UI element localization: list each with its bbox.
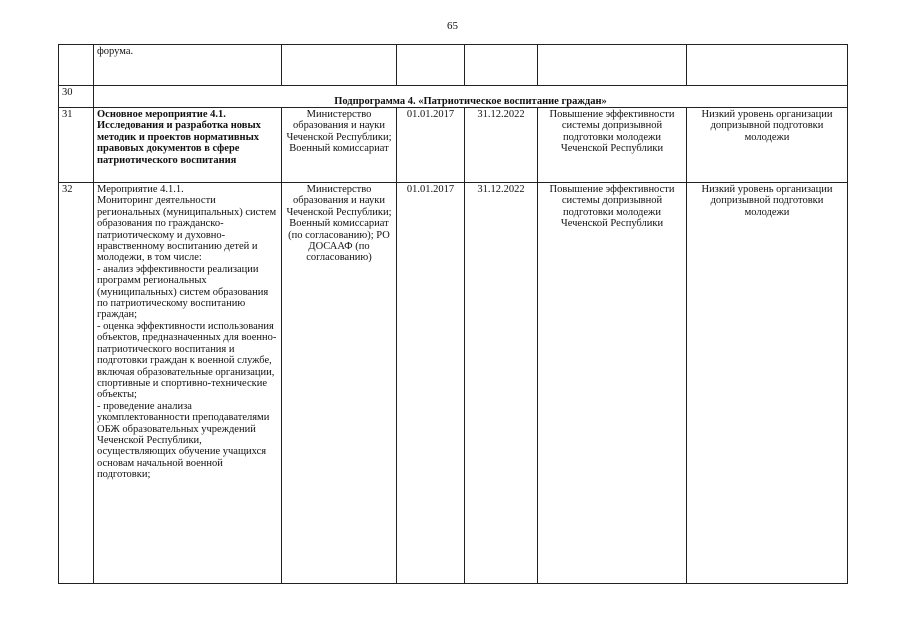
start-date-cell: 01.01.2017 xyxy=(397,183,465,584)
consequence-cell: Низкий уровень организации допризывной подготовки молодежи xyxy=(687,108,848,183)
end-date-cell: 31.12.2022 xyxy=(465,108,538,183)
table-row xyxy=(59,45,848,86)
start-date-cell: 01.01.2017 xyxy=(397,108,465,183)
description-text: форума. xyxy=(97,46,134,57)
end-date-cell xyxy=(465,45,538,86)
subprogram-title: Подпрограмма 4. «Патриотическое воспитание граждан» xyxy=(94,86,848,108)
row-number-cell xyxy=(59,45,94,86)
row-number-cell: 32 xyxy=(59,183,94,584)
table-row xyxy=(59,108,848,183)
description-text: - проведение анализа укомплектованности преподавателями ОБЖ образовательных учреждений Чеченской Республики, осуществляющих обучение учащихся основам начальной военной подготовки; xyxy=(97,400,270,481)
description-cell: Основное мероприятие 4.1. Исследования и разработка новых методик и проектов нормативных правовых документов в сфере патриотического воспитания xyxy=(94,108,282,183)
executor-cell xyxy=(282,45,397,86)
consequence-cell: Низкий уровень организации допризывной подготовки молодежи xyxy=(687,183,848,584)
start-date-cell xyxy=(397,45,465,86)
result-cell: Повышение эффективности системы допризывной подготовки молодежи Чеченской Республики xyxy=(538,108,687,183)
end-date-cell: 31.12.2022 xyxy=(465,183,538,584)
description-cell xyxy=(94,183,282,584)
result-cell: Повышение эффективности системы допризывной подготовки молодежи Чеченской Республики xyxy=(538,183,687,584)
row-number-cell: 30 xyxy=(59,86,94,108)
subprogram-row xyxy=(59,86,848,108)
result-cell xyxy=(538,45,687,86)
description-text: Мониторинг деятельности региональных (муниципальных) систем образования по гражданско-патриотическому и духовно-нравственному воспитанию детей и молодежи, в том числе: xyxy=(97,195,277,264)
description-text: - анализ эффективности реализации программ региональных (муниципальных) систем образования по патриотическому воспитанию граждан; xyxy=(97,263,269,321)
description-text: Мероприятие 4.1.1. xyxy=(97,184,184,195)
row-number-cell: 31 xyxy=(59,108,94,183)
description-text: - оценка эффективности использования объектов, предназначенных для военно-патриотического воспитания и подготовки граждан к военной службе, включая образовательные организации, спортивные и спортивно-технические объекты; xyxy=(97,320,277,401)
page-number: 65 xyxy=(447,20,458,32)
executor-cell: Министерство образования и науки Чеченской Республики; Военный комиссариат (по согласованию); РО ДОСААФ (по согласованию) xyxy=(282,183,397,584)
table-row xyxy=(59,183,848,584)
activities-table xyxy=(58,44,848,584)
consequence-cell xyxy=(687,45,848,86)
description-cell xyxy=(94,45,282,86)
executor-cell: Министерство образования и науки Чеченской Республики; Военный комиссариат xyxy=(282,108,397,183)
